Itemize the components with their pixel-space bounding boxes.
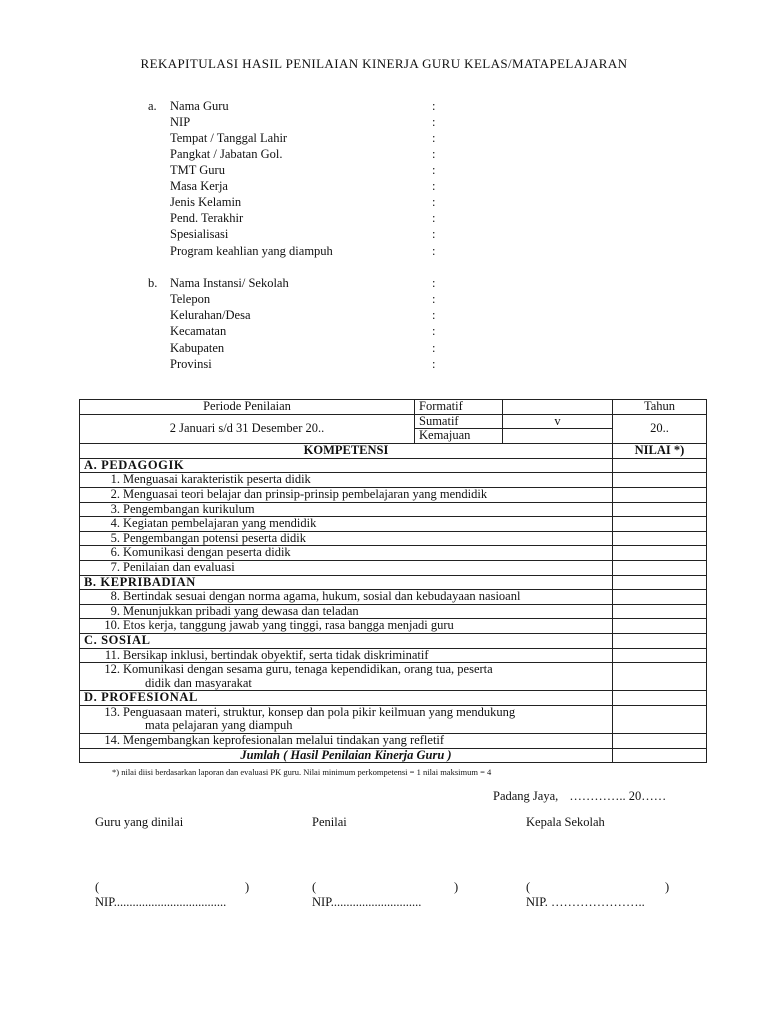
colon: : <box>432 163 436 177</box>
section-value-cell <box>613 575 707 590</box>
section-value-cell <box>613 691 707 706</box>
item-number: 12. <box>104 662 120 677</box>
sumatif-label: Sumatif <box>415 414 503 429</box>
nilai-input-cell[interactable] <box>613 531 707 546</box>
field-nip: NIP <box>170 115 191 129</box>
item-number: 2. <box>110 487 120 501</box>
item-text: Menguasai teori belajar dan prinsip-prinsip pembelajaran yang mendidik <box>123 487 488 501</box>
date-dots: ………….. <box>569 789 626 803</box>
nilai-input-cell[interactable] <box>613 502 707 517</box>
section-a-letter: a. <box>148 99 157 113</box>
signature-nip-penilai: NIP............................. <box>312 895 422 909</box>
field-spesialisasi: Spesialisasi <box>170 227 229 241</box>
field-nama-instansi: Nama Instansi/ Sekolah <box>170 276 289 290</box>
nilai-input-cell[interactable] <box>613 546 707 561</box>
kompetensi-header: KOMPETENSI <box>80 443 613 458</box>
nilai-input-cell[interactable] <box>613 619 707 634</box>
section-b-letter: b. <box>148 276 158 290</box>
signature-role-penilai: Penilai <box>312 815 347 829</box>
table-row <box>80 590 613 605</box>
colon: : <box>432 131 436 145</box>
tahun-header: Tahun <box>613 400 707 415</box>
jumlah-row: Jumlah ( Hasil Penilaian Kinerja Guru ) <box>80 748 613 763</box>
field-program-keahlian: Program keahlian yang diampuh <box>170 244 333 258</box>
nilai-input-cell[interactable] <box>613 590 707 605</box>
signature-close-paren: ) <box>454 880 459 894</box>
colon: : <box>432 244 436 258</box>
item-number: 10. <box>104 618 120 633</box>
item-number: 3. <box>110 502 120 516</box>
signature-nip-kepala: NIP. ………………….. <box>526 895 645 909</box>
colon: : <box>432 308 436 322</box>
field-masa-kerja: Masa Kerja <box>170 179 228 193</box>
item-text: Pengembangan potensi peserta didik <box>123 531 306 545</box>
item-text: Menunjukkan pribadi yang dewasa dan teladan <box>123 604 359 618</box>
place-label: Padang Jaya, <box>493 789 559 803</box>
nilai-input-cell[interactable] <box>613 560 707 575</box>
nilai-header: NILAI *) <box>613 443 707 458</box>
section-pedagogik: A. PEDAGOGIK <box>80 458 613 473</box>
table-row <box>80 531 613 546</box>
item-text: Bersikap inklusi, bertindak obyektif, serta tidak diskriminatif <box>123 648 429 662</box>
nilai-input-cell[interactable] <box>613 604 707 619</box>
colon: : <box>432 115 436 129</box>
nilai-input-cell[interactable] <box>613 648 707 663</box>
signature-role-kepala: Kepala Sekolah <box>526 815 605 829</box>
table-row <box>80 560 613 575</box>
field-pangkat-jabatan: Pangkat / Jabatan Gol. <box>170 147 283 161</box>
colon: : <box>432 357 436 371</box>
table-row <box>80 734 613 749</box>
table-row <box>80 705 613 733</box>
periode-header: Periode Penilaian <box>80 400 415 415</box>
colon: : <box>432 179 436 193</box>
jumlah-value-cell[interactable] <box>613 748 707 763</box>
field-nama-guru: Nama Guru <box>170 99 229 113</box>
signature-open-paren: ( <box>95 880 100 894</box>
item-number: 6. <box>110 545 120 560</box>
item-text: Etos kerja, tanggung jawab yang tinggi, rasa bangga menjadi guru <box>123 618 454 633</box>
colon: : <box>432 195 436 209</box>
table-row <box>80 648 613 663</box>
colon: : <box>432 227 436 241</box>
item-number: 11. <box>104 648 120 662</box>
formatif-label: Formatif <box>415 400 503 415</box>
section-kepribadian: B. KEPRIBADIAN <box>80 575 613 590</box>
signature-close-paren: ) <box>245 880 250 894</box>
signature-open-paren: ( <box>526 880 531 894</box>
field-tmt-guru: TMT Guru <box>170 163 225 177</box>
sumatif-mark-cell[interactable]: v <box>503 414 613 429</box>
place-date <box>493 789 666 804</box>
item-text: Pengembangan kurikulum <box>123 502 255 516</box>
field-tempat-tanggal-lahir: Tempat / Tanggal Lahir <box>170 131 288 145</box>
field-telepon: Telepon <box>170 292 211 306</box>
nilai-input-cell[interactable] <box>613 487 707 502</box>
year-dots: 20…… <box>628 789 667 803</box>
signature-open-paren: ( <box>312 880 317 894</box>
nilai-input-cell[interactable] <box>613 734 707 749</box>
table-row <box>80 517 613 532</box>
table-row <box>80 619 613 634</box>
item-number: 7. <box>110 560 120 574</box>
table-row <box>80 546 613 561</box>
signature-close-paren: ) <box>665 880 670 894</box>
field-kecamatan: Kecamatan <box>170 324 227 338</box>
colon: : <box>432 324 436 338</box>
item-text: Menguasai karakteristik peserta didik <box>123 472 311 487</box>
item-text: Bertindak sesuai dengan norma agama, hukum, sosial dan kebudayaan nasioanl <box>123 589 521 604</box>
kemajuan-label: Kemajuan <box>415 429 503 444</box>
colon: : <box>432 341 436 355</box>
colon: : <box>432 211 436 225</box>
page-title: REKAPITULASI HASIL PENILAIAN KINERJA GURU KELAS/MATAPELAJARAN <box>140 56 628 71</box>
item-text: Kegiatan pembelajaran yang mendidik <box>123 516 317 531</box>
formatif-mark-cell[interactable] <box>503 400 613 415</box>
table-row <box>80 487 613 502</box>
field-kabupaten: Kabupaten <box>170 341 225 355</box>
table-row <box>80 502 613 517</box>
nilai-input-cell[interactable] <box>613 473 707 488</box>
item-number: 13. <box>104 705 120 719</box>
item-text: Komunikasi dengan peserta didik <box>123 545 291 560</box>
item-number: 5. <box>110 531 120 545</box>
item-text-continued: mata pelajaran yang diampuh <box>145 718 293 733</box>
section-profesional: D. PROFESIONAL <box>80 691 613 706</box>
colon: : <box>432 292 436 306</box>
periode-value: 2 Januari s/d 31 Desember 20.. <box>80 414 415 443</box>
table-row <box>80 663 613 691</box>
assessment-table <box>79 399 707 763</box>
field-kelurahan-desa: Kelurahan/Desa <box>170 308 251 322</box>
tahun-value: 20.. <box>613 414 707 443</box>
item-text: Penilaian dan evaluasi <box>123 560 235 574</box>
item-text: Penguasaan materi, struktur, konsep dan pola pikir keilmuan yang mendukung <box>123 705 516 719</box>
item-number: 9. <box>110 604 120 618</box>
field-provinsi: Provinsi <box>170 357 212 371</box>
table-row <box>80 473 613 488</box>
nilai-input-cell[interactable] <box>613 663 707 691</box>
field-pend-terakhir: Pend. Terakhir <box>170 211 244 225</box>
colon: : <box>432 276 436 290</box>
colon: : <box>432 99 436 113</box>
section-sosial: C. SOSIAL <box>80 633 613 648</box>
signature-role-guru: Guru yang dinilai <box>95 815 184 829</box>
kemajuan-mark-cell[interactable] <box>503 429 613 444</box>
nilai-input-cell[interactable] <box>613 705 707 733</box>
footnote: *) nilai diisi berdasarkan laporan dan evaluasi PK guru. Nilai minimum perkompetensi = 1 nilai maksimum = 4 <box>112 767 492 777</box>
colon: : <box>432 147 436 161</box>
item-text: Komunikasi dengan sesama guru, tenaga kependidikan, orang tua, peserta <box>123 662 493 677</box>
table-row <box>80 604 613 619</box>
item-number: 1. <box>110 472 120 487</box>
section-value-cell <box>613 633 707 648</box>
item-number: 14. <box>104 733 120 748</box>
field-jenis-kelamin: Jenis Kelamin <box>170 195 242 209</box>
item-number: 4. <box>110 516 120 531</box>
section-value-cell <box>613 458 707 473</box>
signature-nip-guru: NIP.................................... <box>95 895 227 909</box>
item-text: Mengembangkan keprofesionalan melalui tindakan yang refletif <box>123 733 445 748</box>
item-number: 8. <box>110 589 120 604</box>
nilai-input-cell[interactable] <box>613 517 707 532</box>
item-text-continued: didik dan masyarakat <box>145 675 252 690</box>
